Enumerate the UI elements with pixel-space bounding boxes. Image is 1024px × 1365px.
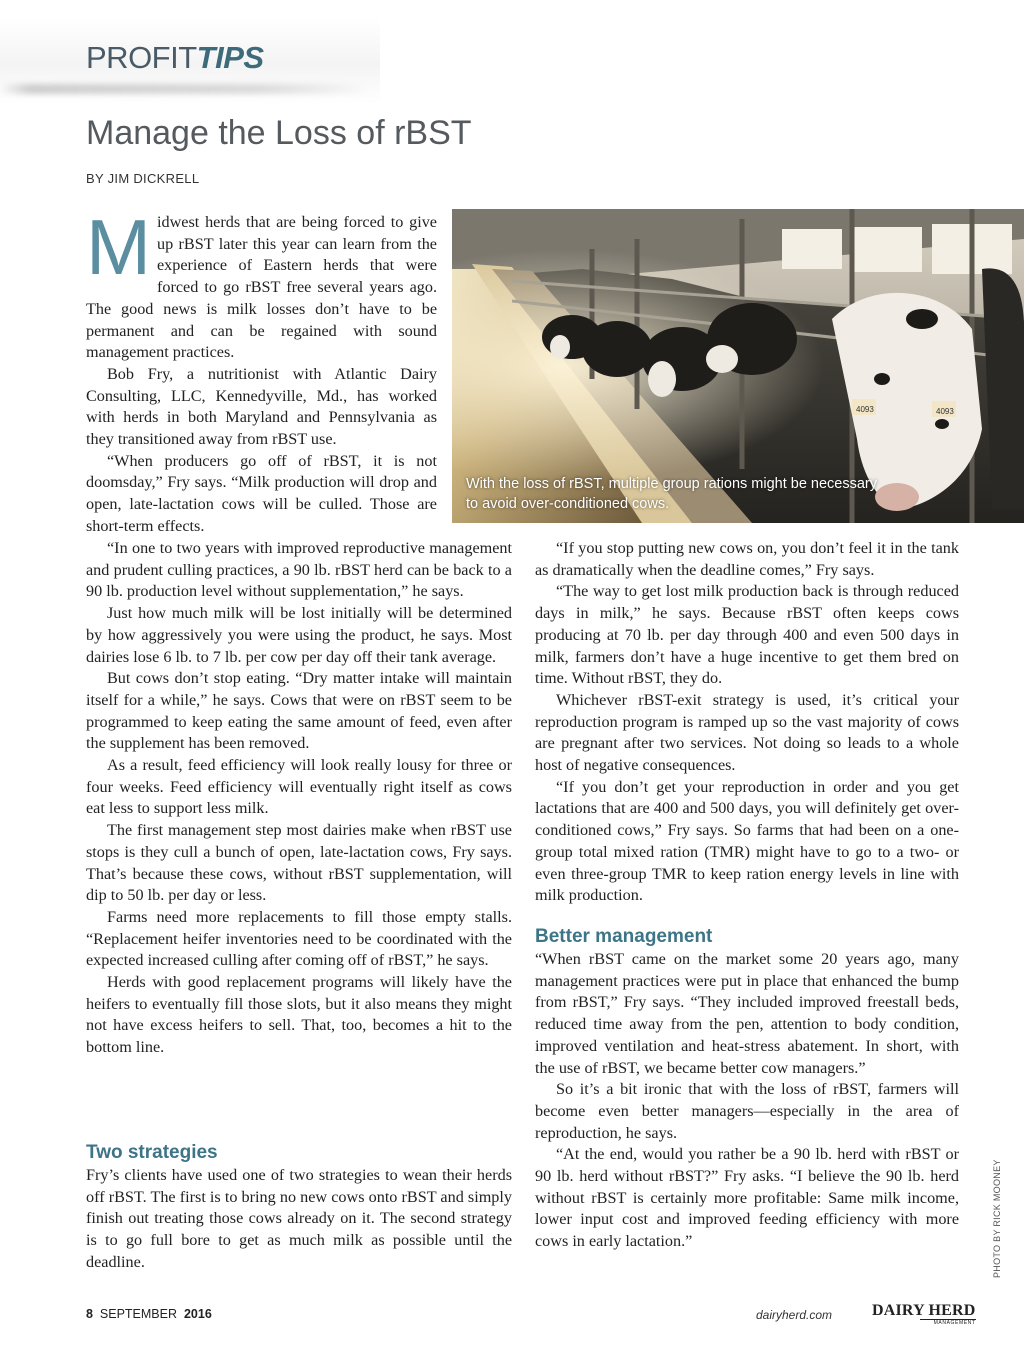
- body-paragraph: “In one to two years with improved reproductive management and prudent culling practices, a 90 lb. rBST herd can be back to a 90 lb. production level without supplementation,” he says.: [86, 539, 512, 601]
- column-2-after: [535, 949, 959, 1253]
- body-paragraph: Herds with good replacement programs will likely have the heifers to eventually fill those slots, but it also means they might not have excess heifers to sell. That, too, becomes a hit to the bottom line.: [86, 973, 512, 1057]
- photo-credit: PHOTO BY RICK MOONEY: [992, 1159, 1002, 1278]
- section-label-light: PROFIT: [86, 40, 197, 75]
- body-paragraph: “At the end, would you rather be a 90 lb. herd with rBST or 90 lb. herd without rBST?” Fry asks. “I believe the 90 lb. herd without rBST is certainly more profitable: Same milk income, lower input cost and improved feeding efficiency with more cows in early lactation.”: [535, 1145, 959, 1251]
- column-1: [86, 538, 512, 1059]
- issue-year: 2016: [183, 1307, 212, 1321]
- body-paragraph: “When rBST came on the market some 20 years ago, many management practices were put in place that enhanced the bump from rBST,” Fry says. “They included improved freestall beds, reduced time away from the pen, attention to body condition, improved ventilation and heat-stress abatement. In short, with the use of rBST, we became better cow managers.”: [535, 950, 959, 1077]
- brand-name: DAIRY HERD: [872, 1302, 976, 1319]
- section-label-bold: TIPS: [196, 40, 264, 75]
- body-paragraph: But cows don’t stop eating. “Dry matter intake will maintain itself for a while,” he says. Cows that were on rBST seem to be programmed to keep eating the same amount of feed, even after the supplement has been removed.: [86, 669, 512, 753]
- brand-sub: MANAGEMENT: [920, 1319, 976, 1326]
- issue-month: SEPTEMBER: [99, 1307, 178, 1321]
- header-shadow: [0, 84, 370, 94]
- article-title: Manage the Loss of rBST: [86, 114, 472, 152]
- body-paragraph: Farms need more replacements to fill those empty stalls. “Replacement heifer inventories need to be coordinated with the expected increased culling after coming off of rBST,” he says.: [86, 907, 512, 970]
- body-paragraph: “If you stop putting new cows on, you don’t feel it in the tank as dramatically when the deadline comes,” Fry says.: [535, 539, 959, 579]
- column-2: [535, 538, 959, 907]
- byline: BY JIM DICKRELL: [86, 171, 200, 186]
- body-paragraph: “If you don’t get your reproduction in order and you get lactations that are 400 and 500 days, you will definitely get over-conditioned cows,” Fry says. So farms that had been on a one-group total mixed ration (TMR) might have to go to a two- or even three-group TMR to keep ration energy levels in line with milk production.: [535, 777, 959, 905]
- section-label: [86, 38, 264, 78]
- column-1-after: [86, 1165, 512, 1274]
- footer-website: dairyherd.com: [756, 1308, 833, 1322]
- footer-brand-logo: [872, 1303, 976, 1326]
- body-paragraph: So it’s a bit ironic that with the loss of rBST, farmers will become even better managers—especially in the area of reproduction, he says.: [535, 1080, 959, 1142]
- intro-block: [86, 203, 437, 538]
- photo-caption: With the loss of rBST, multiple group rations might be necessary to avoid over-conditioned cows.: [466, 476, 878, 512]
- footer-folio: [86, 1307, 212, 1321]
- body-paragraph: The first management step most dairies make when rBST use stops is they cull a bunch of open, late-lactation cows, Fry says. That’s because these cows, without rBST supplementation, will dip to 50 lb. per day or less.: [86, 821, 512, 905]
- body-paragraph: Just how much milk will be lost initially will be determined by how aggressively you were using the product, he says. Most dairies lose 6 lb. to 7 lb. per cow per day off their tank average.: [86, 604, 512, 666]
- ear-tag-right: 4093: [936, 407, 954, 416]
- drop-cap: M: [86, 203, 151, 291]
- intro-paragraph: [86, 203, 437, 364]
- page-number: 8: [86, 1307, 93, 1321]
- body-paragraph: “When producers go off of rBST, it is not doomsday,” Fry says. “Milk production will drop and open, late-lactation cows will be culled. Those are short-term effects.: [86, 451, 437, 535]
- ear-tag-left: 4093: [856, 405, 874, 414]
- body-paragraph: Fry’s clients have used one of two strategies to wean their herds off rBST. The first is to bring no new cows onto rBST and simply finish out treating those cows already on it. The second strategy is to go full bore to get as much milk as possible until the deadline.: [86, 1166, 512, 1271]
- body-paragraph: “The way to get lost milk production back is through reduced days in milk,” he says. Because rBST often keeps cows producing at 70 lb. per day through 400 and even 500 days in milk, farmers don’t have a huge incentive to get them bred on time. Without rBST, they do.: [535, 582, 959, 688]
- body-paragraph: As a result, feed efficiency will look really lousy for three or four weeks. Feed efficiency will eventually right itself as cows eat less to support less milk.: [86, 756, 512, 818]
- subhead-two-strategies: Two strategies: [86, 1142, 218, 1163]
- body-paragraph: Whichever rBST-exit strategy is used, it’s critical your reproduction program is ramped up so the vast majority of cows are pregnant after two services. Not doing so leads to a whole host of negative consequences.: [535, 690, 959, 775]
- intro-text: idwest herds that are being forced to give up rBST later this year can learn from the experience of Eastern herds that were forced to go rBST free several years ago. The good news is milk losses don’t have to be permanent and can be regained with sound management practices.: [86, 213, 437, 362]
- body-paragraph: Bob Fry, a nutritionist with Atlantic Dairy Consulting, LLC, Kennedyville, Md., has worked with herds in both Maryland and Pennsylvania as they transitioned away from rBST use.: [86, 364, 437, 449]
- subhead-better-management: Better management: [535, 926, 713, 947]
